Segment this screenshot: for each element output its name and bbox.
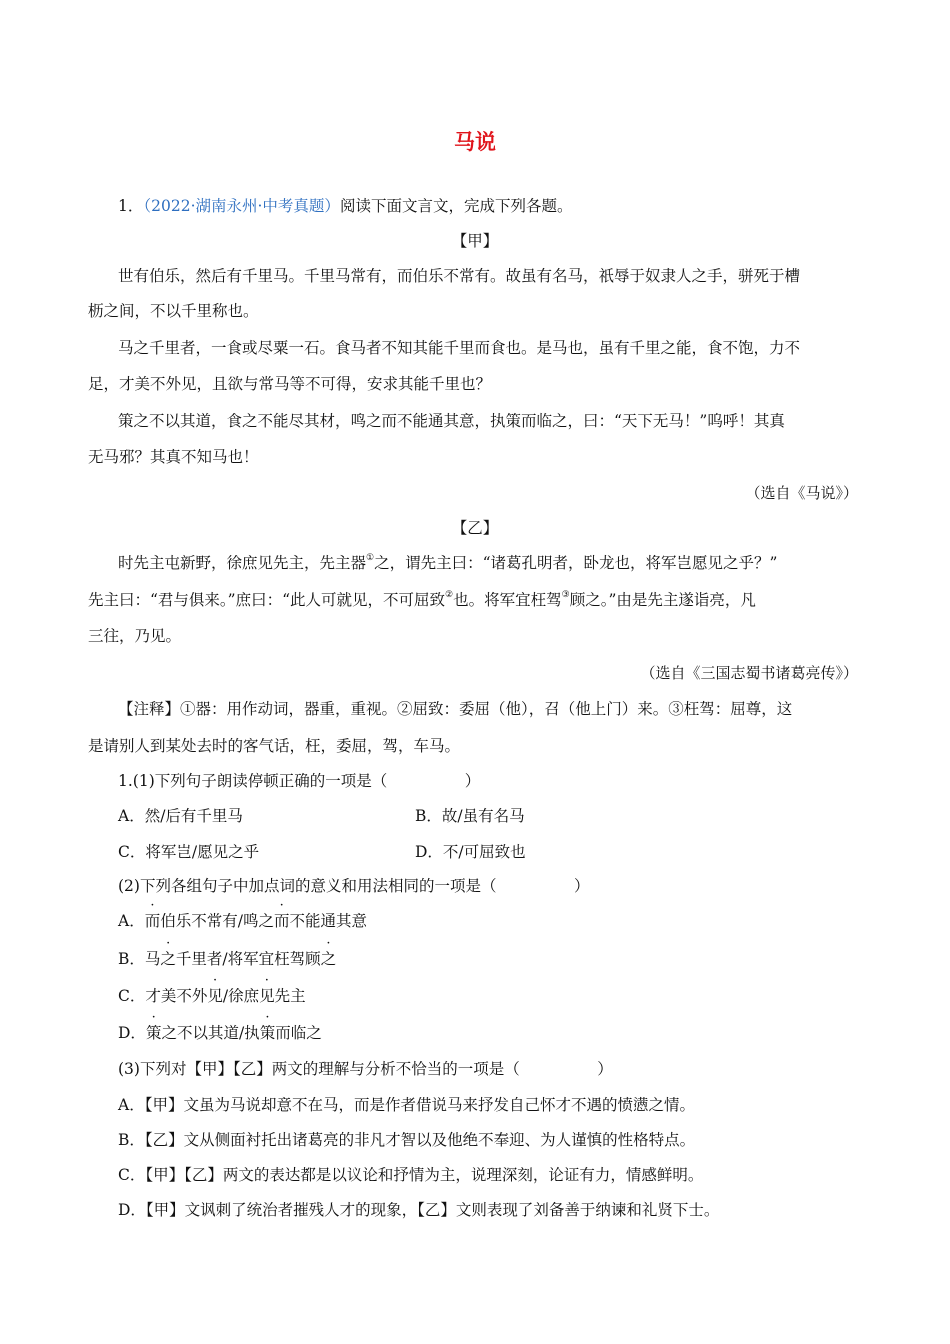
yi-line3: 三往，乃见。 xyxy=(88,627,182,645)
note-marker: ① xyxy=(366,553,375,563)
jia-p1-line2: 枥之间，不以千里称也。 xyxy=(88,302,259,320)
option-text: 之不以其道/执 xyxy=(161,1024,260,1042)
option-text: 不能通其意 xyxy=(289,912,367,930)
question-header xyxy=(118,196,572,216)
option-text: D． xyxy=(118,1024,146,1042)
instruction: 阅读下面文言文，完成下列各题。 xyxy=(339,197,573,215)
q1-options-row1 xyxy=(118,806,525,826)
dotted-word: 见 xyxy=(207,987,223,1005)
q1-options-row2 xyxy=(118,842,526,862)
dotted-word: 之 xyxy=(160,950,176,968)
option-text: /徐庶 xyxy=(222,987,260,1005)
dotted-word: 见 xyxy=(259,987,275,1005)
option-text: A． xyxy=(118,912,145,930)
jia-source: （选自《马说》） xyxy=(745,484,858,502)
q3-option-a: A．【甲】文虽为马说却意不在马，而是作者借说马来抒发自己怀才不遇的愤懑之情。 xyxy=(118,1096,695,1114)
option-text: 伯乐不常有/鸣之 xyxy=(160,912,274,930)
question-number: 1． xyxy=(118,197,144,215)
q1-option-d: D．不/可屈致也 xyxy=(415,843,526,861)
note-marker: ③ xyxy=(561,590,570,600)
note-marker: ② xyxy=(445,590,454,600)
jia-p1-line1: 世有伯乐，然后有千里马。千里马常有，而伯乐不常有。故虽有名马，祇辱于奴隶人之手，骈死于槽 xyxy=(118,267,801,285)
jia-p2-line1: 马之千里者，一食或尽粟一石。食马者不知其能千里而食也。是马也，虽有千里之能，食不饱，力不 xyxy=(118,339,801,357)
yi-text: 时先主屯新野，徐庶见先主，先主器 xyxy=(118,554,367,572)
dotted-word: 之 xyxy=(320,950,337,968)
dotted-word: 而 xyxy=(273,912,290,930)
dotted-word: 策 xyxy=(145,1024,162,1042)
q1-option-c: C．将军岂/愿见之乎 xyxy=(118,843,260,861)
source-tag: （2022·湖南永州·中考真题） xyxy=(143,197,340,215)
q3-stem: (3)下列对【甲】【乙】两文的理解与分析不恰当的一项是（ ） xyxy=(118,1060,613,1078)
option-text: 先主 xyxy=(274,987,306,1005)
option-text: 千里者/将军宜枉驾顾 xyxy=(175,950,321,968)
q2-stem: (2)下列各组句子中加点词的意义和用法相同的一项是（ ） xyxy=(118,877,590,895)
q2-option-a xyxy=(118,911,367,931)
yi-source: （选自《三国志蜀书诸葛亮传》） xyxy=(640,664,858,682)
option-text: B．马 xyxy=(118,950,161,968)
yi-text: 之，谓先主曰：“诸葛孔明者，卧龙也，将军岂愿见之乎？” xyxy=(374,554,778,572)
q1-stem: 1.(1)下列句子朗读停顿正确的一项是（ ） xyxy=(118,772,481,790)
option-text: C．才美不外 xyxy=(118,987,208,1005)
yi-text: 也。将军宜枉驾 xyxy=(453,591,562,609)
yi-text: 顾之。”由是先主遂诣亮，凡 xyxy=(569,591,756,609)
jia-p2-line2: 足，才美不外见，且欲与常马等不可得，安求其能千里也？ xyxy=(88,375,492,393)
notes-line2: 是请别人到某处去时的客气话，枉，委屈，驾，车马。 xyxy=(88,737,461,755)
q2-option-b xyxy=(118,949,336,969)
q3-option-d: D．【甲】文讽刺了统治者摧残人才的现象，【乙】文则表现了刘备善于纳谏和礼贤下士。 xyxy=(118,1201,720,1219)
option-text: 而临之 xyxy=(275,1024,322,1042)
q2-option-c xyxy=(118,986,306,1006)
q2-option-d xyxy=(118,1023,322,1043)
dotted-word: 策 xyxy=(259,1024,276,1042)
jia-label: 【甲】 xyxy=(451,232,499,250)
yi-line1 xyxy=(118,553,777,573)
yi-label: 【乙】 xyxy=(451,519,499,537)
q1-option-b: B．故/虽有名马 xyxy=(415,807,525,825)
jia-p3-line1: 策之不以其道，食之不能尽其材，鸣之而不能通其意，执策而临之，曰：“天下无马！”呜呼！其真 xyxy=(118,412,785,430)
q3-option-b: B．【乙】文从侧面衬托出诸葛亮的非凡才智以及他绝不奉迎、为人谨慎的性格特点。 xyxy=(118,1131,696,1149)
page-title: 马说 xyxy=(454,130,496,154)
q1-option-a: A．然/后有千里马 xyxy=(118,807,243,825)
notes-line1: 【注释】①器：用作动词，器重，重视。②屈致：委屈（他），召（他上门）来。③枉驾：屈尊，这 xyxy=(118,700,793,718)
q3-option-c: C．【甲】【乙】两文的表达都是以议论和抒情为主，说理深刻，论证有力，情感鲜明。 xyxy=(118,1166,704,1184)
yi-line2 xyxy=(88,590,756,610)
dotted-word: 而 xyxy=(144,912,161,930)
jia-p3-line2: 无马邪？其真不知马也！ xyxy=(88,448,259,466)
yi-text: 先主曰：“君与俱来。”庶曰：“此人可就见，不可屈致 xyxy=(88,591,446,609)
